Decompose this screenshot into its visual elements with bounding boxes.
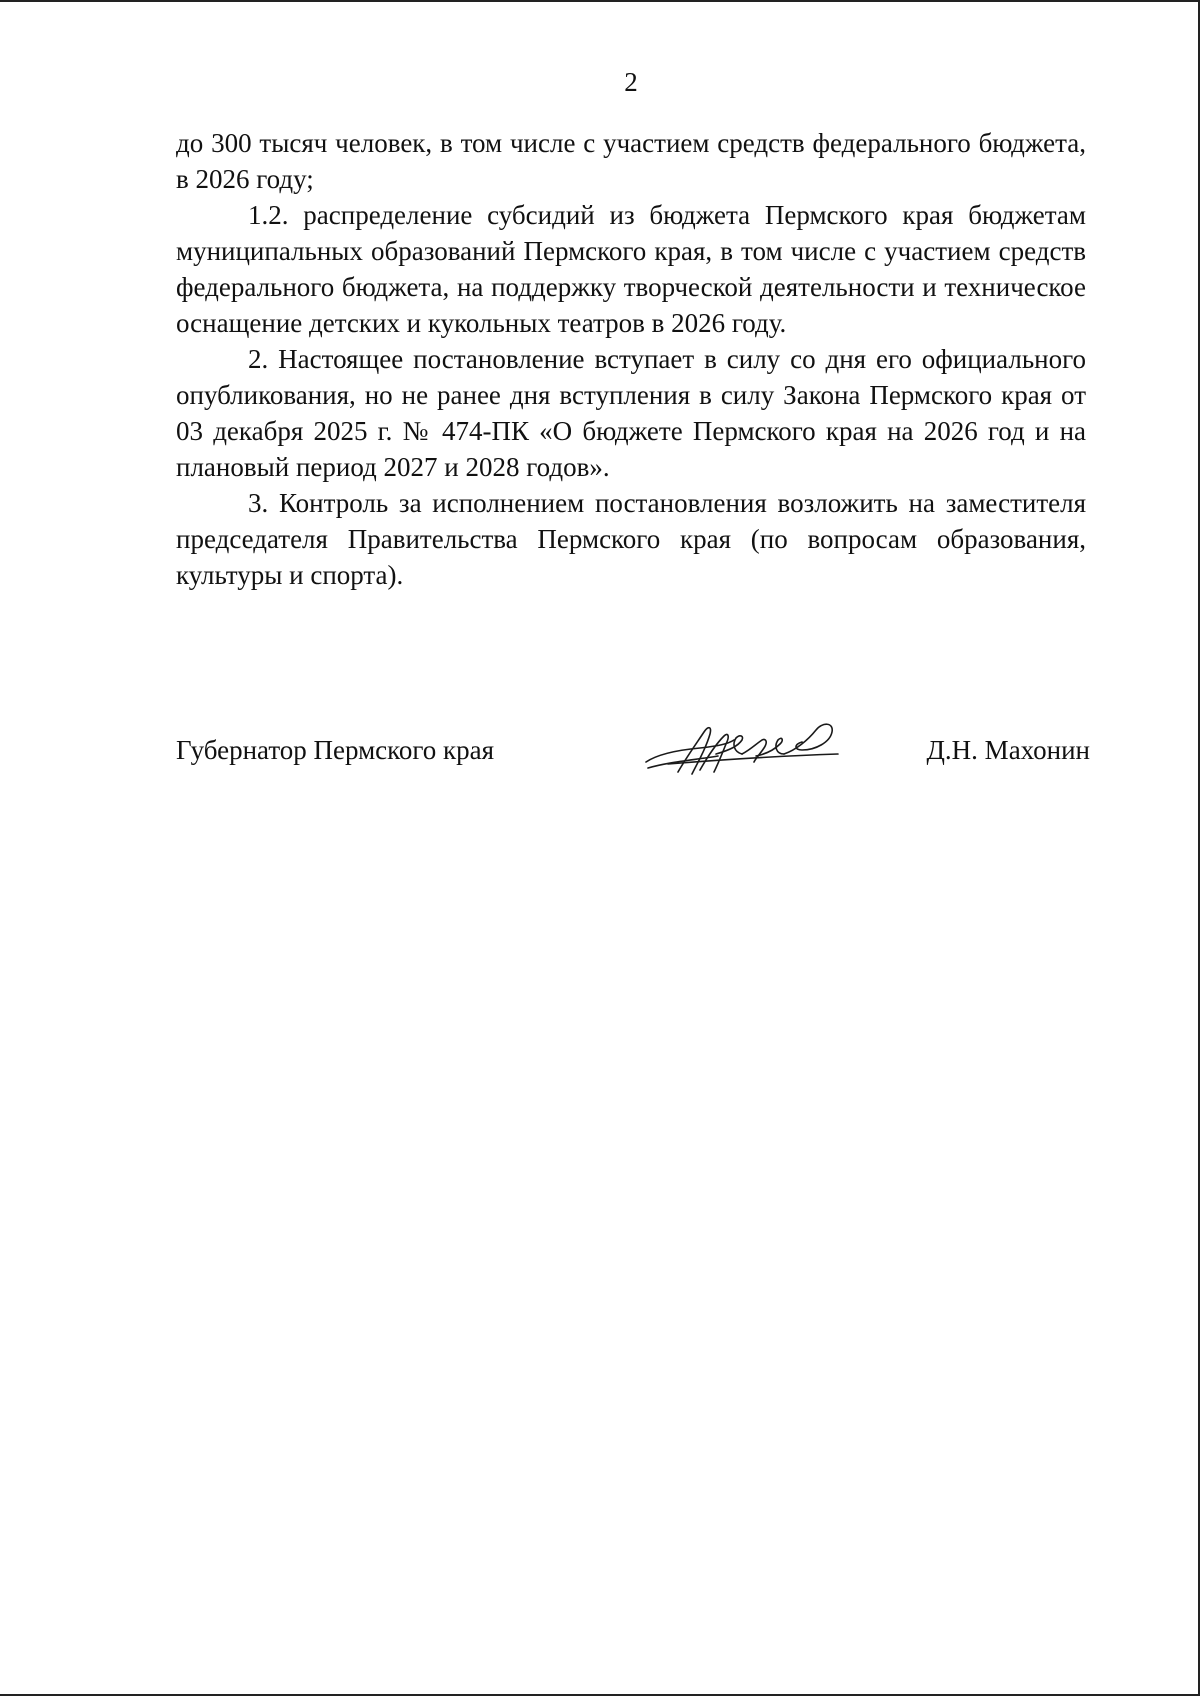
paragraph-item-1-2: 1.2. распределение субсидий из бюджета Пермского края бюджетам муниципальных образований Пермского края, в том числе с участием средств федерального бюджета, на поддержку творческой деятельности и техническое оснащение детских и кукольных театров в 2026 году.	[176, 200, 1086, 338]
signer-title: Губернатор Пермского края	[176, 735, 495, 765]
signer-name: Д.Н. Махонин	[926, 735, 1090, 765]
document-body	[176, 125, 1086, 593]
paragraph-continuation: до 300 тысяч человек, в том числе с участием средств федерального бюджета, в 2026 году;	[176, 128, 1086, 194]
paragraph-item-3: 3. Контроль за исполнением постановления возложить на заместителя председателя Правительства Пермского края (по вопросам образования, культуры и спорта).	[176, 488, 1086, 590]
page-number: 2	[624, 67, 638, 97]
handwritten-signature-icon	[638, 710, 848, 790]
paragraph-item-2: 2. Настоящее постановление вступает в силу со дня его официального опубликования, но не ранее дня вступления в силу Закона Пермского края от 03 декабря 2025 г. № 474-ПК «О бюджете Пермского края на 2026 год и на плановый период 2027 и 2028 годов».	[176, 344, 1086, 482]
signature-block	[176, 732, 1090, 792]
